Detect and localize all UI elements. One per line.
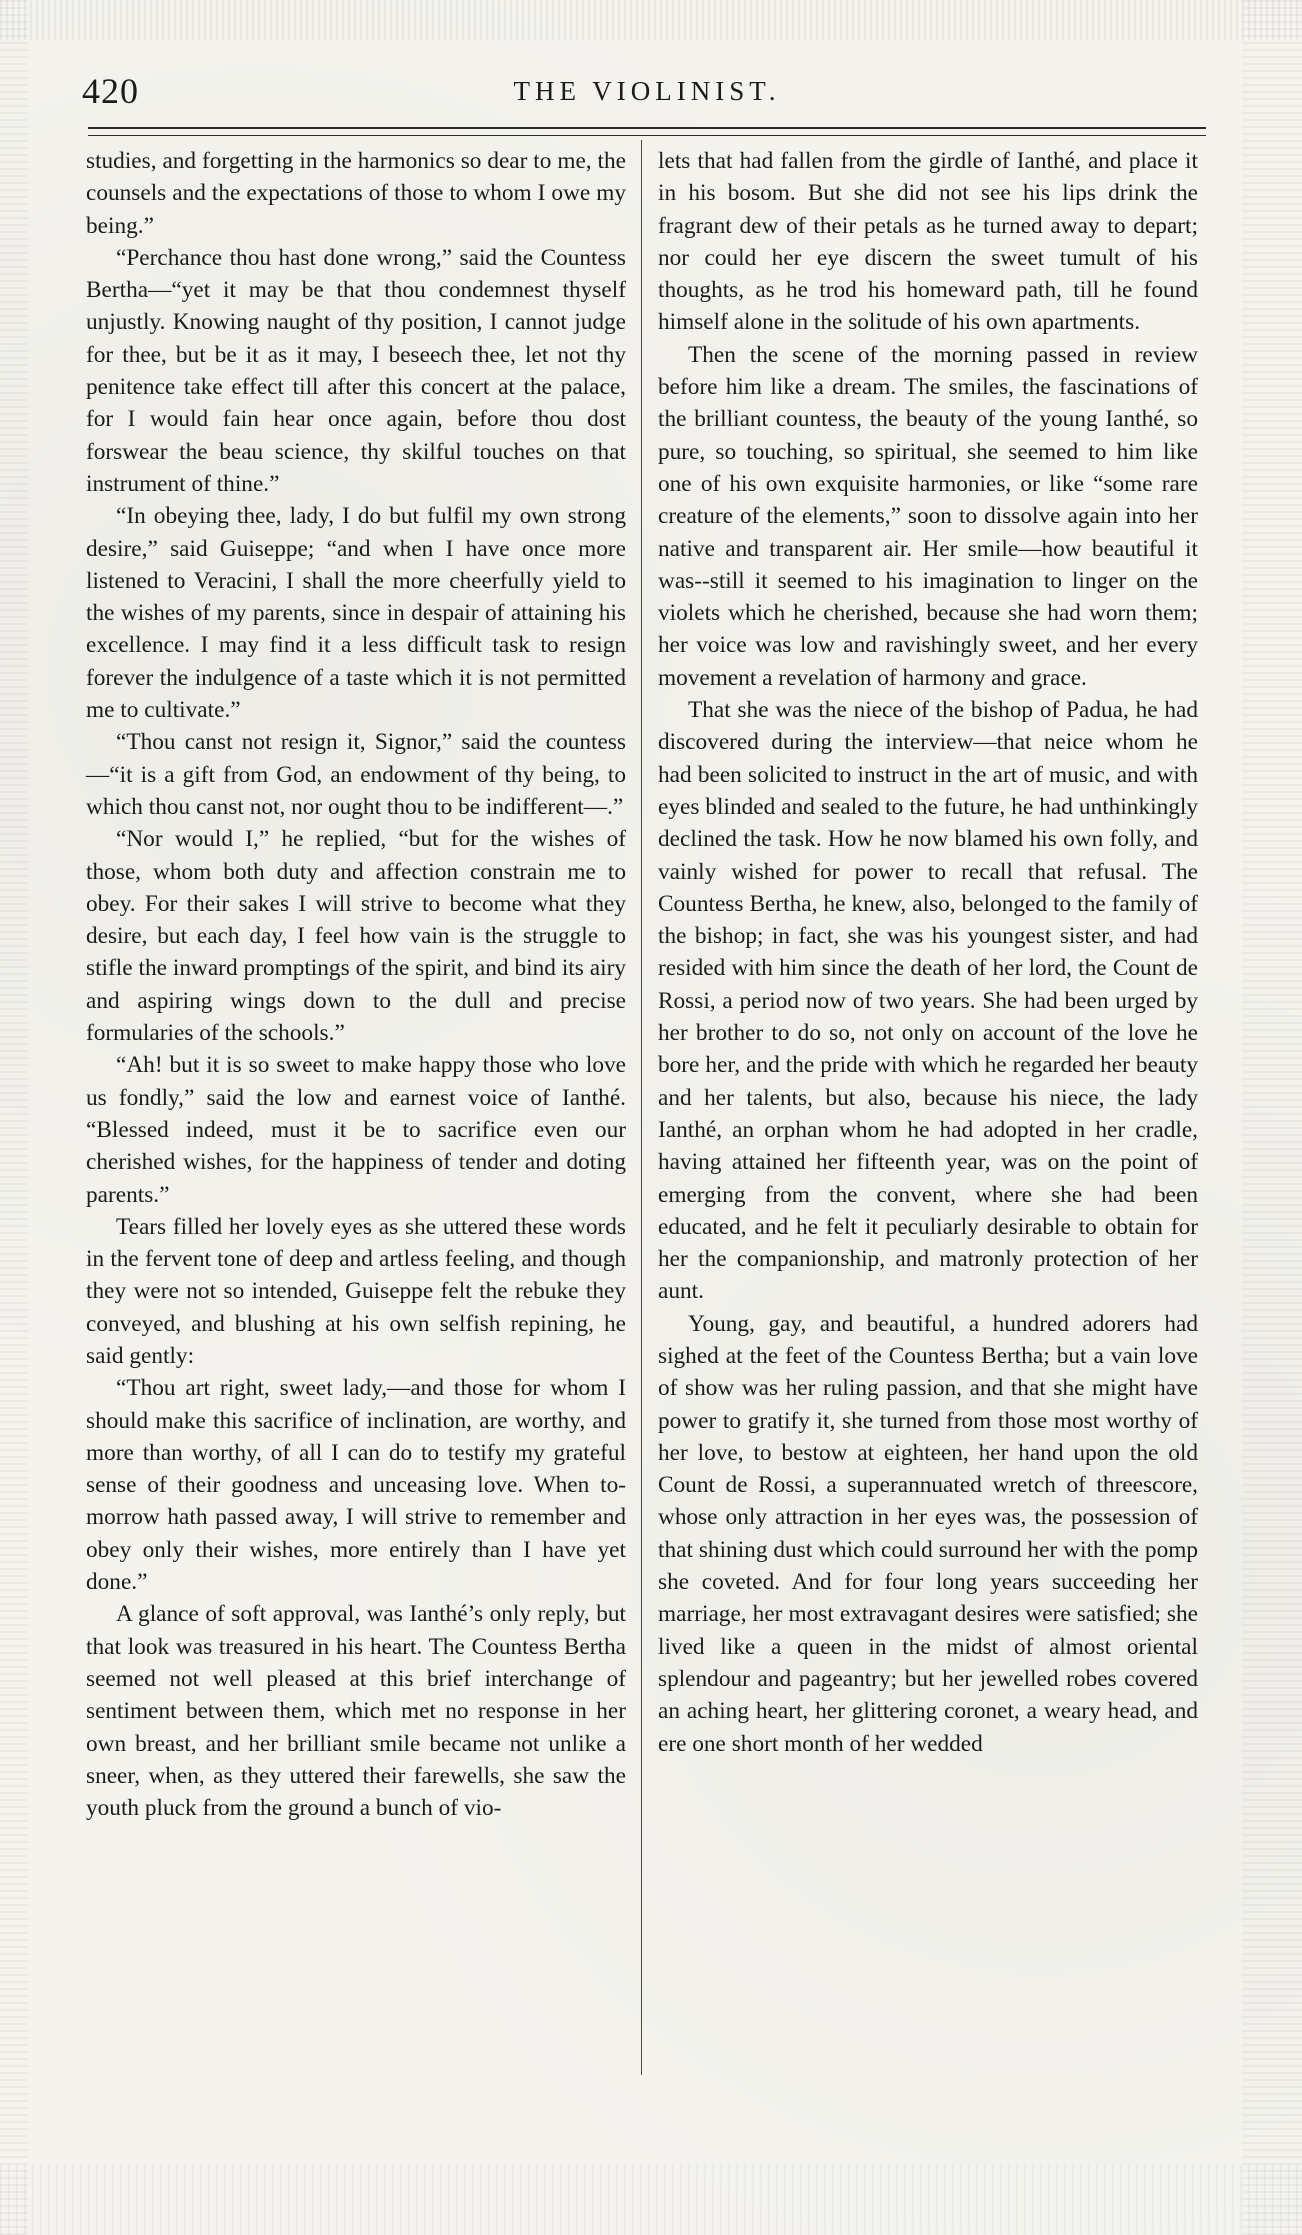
paragraph: “Thou canst not resign it, Signor,” said the countess—“it is a gift from God, an endowment of thy being, to which thou canst not, nor ought thou to be indifferent—.” (86, 729, 626, 820)
paragraph: “Nor would I,” he replied, “but for the wishes of those, whom both duty and affection constrain me to obey. For their sakes I will strive to become what they desire, but each day, I feel how vain is the struggle to stifle the inward promptings of the spirit, and bind its airy and aspiring wings down to the dull and precise formularies of the schools.” (86, 826, 626, 1047)
scan-noise-bottom (0, 2165, 1302, 2235)
scan-noise-right (1242, 0, 1302, 2235)
left-column (86, 145, 626, 1824)
paragraph: “Perchance thou hast done wrong,” said the Countess Bertha—“yet it may be that thou condemnest thyself unjustly. Knowing naught of thy position, I cannot judge for thee, but be it as it may, I beseech thee, let not thy penitence take effect till after this concert at the palace, for I would fain hear once again, before thou dost forswear the beau science, thy skilful touches on that instrument of thine.” (86, 244, 626, 497)
paragraph: Tears filled her lovely eyes as she uttered these words in the fervent tone of deep and artless feeling, and though they were not so intended, Guiseppe felt the rebuke they conveyed, and blushing at his own selfish repining, he said gently: (86, 1213, 626, 1369)
paragraph: lets that had fallen from the girdle of Ianthé, and place it in his bosom. But she did not see his lips drink the fragrant dew of their petals as he turned away to depart; nor could her eye discern the sweet tumult of his thoughts, as he trod his homeward path, till he found himself alone in the solitude of his own apartments. (658, 148, 1198, 336)
column-divider (641, 140, 642, 2075)
paragraph: “In obeying thee, lady, I do but fulfil my own strong desire,” said Guiseppe; “and when I have once more listened to Veracini, I shall the more cheerfully yield to the wishes of my parents, since in despair of attaining his excellence. I may find it a less difficult task to resign forever the indulgence of a taste which it is not permitted me to cultivate.” (86, 503, 626, 724)
header-rule (88, 127, 1206, 136)
running-title: THE VIOLINIST. (513, 76, 781, 106)
paragraph: studies, and forgetting in the harmonics so dear to me, the counsels and the expectations of those to whom I owe my being.” (86, 148, 626, 239)
paragraph: Young, gay, and beautiful, a hundred adorers had sighed at the feet of the Countess Bertha; but a vain love of show was her ruling passion, and that she might have power to gratify it, she turned from those most worthy of her love, to bestow at eighteen, her hand upon the old Count de Rossi, a superannuated wretch of threescore, whose only attraction in her eyes was, the possession of that shining dust which could surround her with the pomp she coveted. And for four long years succeeding her marriage, her most extravagant desires were satisfied; she lived like a queen in the midst of almost oriental splendour and pageantry; but her jewelled robes covered an aching heart, her glittering coronet, a weary head, and ere one short month of her wedded (658, 1310, 1198, 1757)
scan-noise-top (0, 0, 1302, 40)
paragraph: “Ah! but it is so sweet to make happy those who love us fondly,” said the low and earnest voice of Ianthé. “Blessed indeed, must it be to sacrifice even our cherished wishes, for the happiness of tender and doting parents.” (86, 1052, 626, 1208)
paragraph: That she was the niece of the bishop of Padua, he had discovered during the interview—that neice whom he had been solicited to instruct in the art of music, and with eyes blinded and sealed to the future, he had unthinkingly declined the task. How he now blamed his own folly, and vainly wished for power to recall that refusal. The Countess Bertha, he knew, also, belonged to the family of the bishop; in fact, she was his youngest sister, and had resided with him since the death of her lord, the Count de Rossi, a period now of two years. She had been urged by her brother to do so, not only on account of the love he bore her, and the pride with which he regarded her beauty and her talents, but also, because his niece, the lady Ianthé, an orphan whom he had adopted in her cradle, having attained her fifteenth year, was on the point of emerging from the convent, where she had been educated, and he felt it peculiarly desirable to obtain for her the companionship, and matronly protection of her aunt. (658, 697, 1198, 1305)
paragraph: “Thou art right, sweet lady,—and those for whom I should make this sacrifice of inclination, are worthy, and more than worthy, of all I can do to testify my grateful sense of their goodness and unceasing love. When to-morrow hath passed away, I will strive to remember and obey only their wishes, more entirely than I have yet done.” (86, 1375, 626, 1596)
scan-noise-left (0, 0, 28, 2235)
page-header (82, 70, 1212, 120)
paragraph: A glance of soft approval, was Ianthé’s only reply, but that look was treasured in his heart. The Countess Bertha seemed not well pleased at this brief interchange of sentiment between them, which met no response in her own breast, and her brilliant smile became not unlike a sneer, when, as they uttered their farewells, she saw the youth pluck from the ground a bunch of vio- (86, 1601, 626, 1822)
page-number: 420 (82, 71, 139, 111)
paragraph: Then the scene of the morning passed in review before him like a dream. The smiles, the fascinations of the brilliant countess, the beauty of the young Ianthé, so pure, so touching, so spiritual, she seemed to him like one of his own exquisite harmonies, or like “some rare creature of the elements,” soon to dissolve again into her native and transparent air. Her smile—how beautiful it was--still it seemed to his imagination to linger on the violets which he cherished, because she had worn them; her voice was low and ravishingly sweet, and her every movement a revelation of harmony and grace. (658, 341, 1198, 691)
right-column (658, 145, 1198, 1760)
